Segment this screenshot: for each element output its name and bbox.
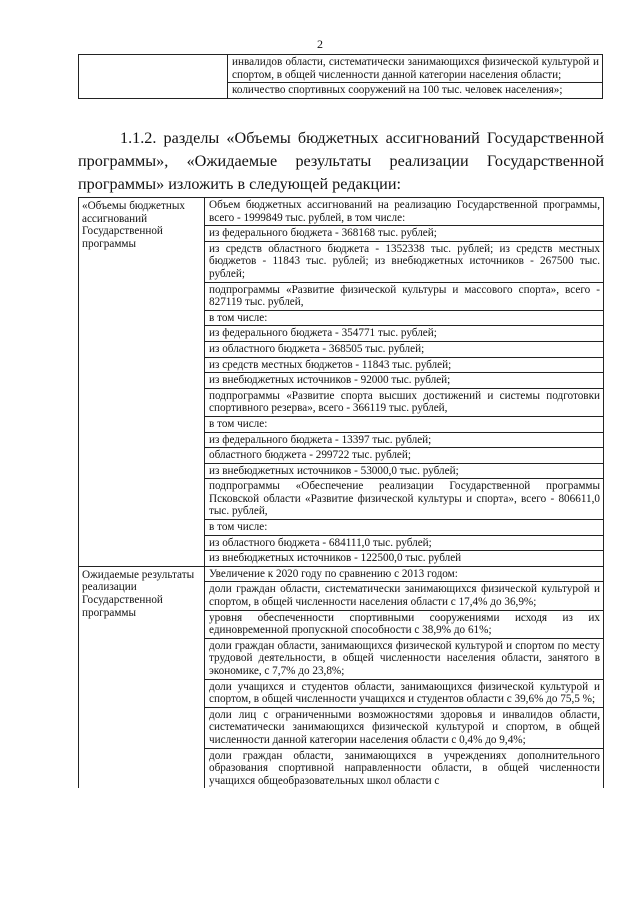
text-segment: в том числе: (205, 310, 603, 326)
intro-line-2: программы», «Ожидаемые результаты реализации Государственной (78, 152, 604, 170)
text-segment: областного бюджета - 299722 тыс. рублей; (205, 447, 603, 463)
text-segment: из федерального бюджета - 354771 тыс. рублей; (205, 325, 603, 341)
program-table (78, 197, 604, 788)
text-segment: доли учащихся и студентов области, занимающихся физической культурой и спортом, в общей численности учащихся и студентов области с 39,6% до 75,5 %; (205, 679, 603, 707)
text-segment: подпрограммы «Развитие физической культуры и массового спорта», всего - 827119 тыс. рублей, (205, 282, 603, 310)
text-segment: из внебюджетных источников - 53000,0 тыс. рублей; (205, 463, 603, 479)
continuation-table (78, 54, 603, 99)
intro-line-1: 1.1.2. разделы «Объемы бюджетных ассигнований Государственной (120, 129, 604, 147)
text-segment: в том числе: (205, 519, 603, 535)
text-segment: Увеличение к 2020 году по сравнению с 2013 годом: (209, 567, 458, 580)
text-segment: количество спортивных сооружений на 100 тыс. человек населения»; (228, 82, 602, 98)
page-number: 2 (317, 37, 323, 51)
text-segment: из средств местных бюджетов - 11843 тыс. рублей; (205, 357, 603, 373)
table-row (79, 198, 604, 567)
text-segment: подпрограммы «Развитие спорта высших достижений и системы подготовки спортивного резерва», всего - 366119 тыс. рублей, (205, 388, 603, 416)
text-segment: из федерального бюджета - 368168 тыс. рублей; (205, 225, 603, 241)
row-label: Ожидаемые результаты реализации Государственной программы (79, 566, 205, 788)
text-segment: доли граждан области, систематически занимающихся физической культурой и спортом, в общей численности населения области с 17,4% до 36,9%; (205, 581, 603, 609)
empty-cell (79, 55, 228, 99)
text-segment: из областного бюджета - 368505 тыс. рублей; (205, 341, 603, 357)
text-segment: из областного бюджета - 684111,0 тыс. рублей; (205, 535, 603, 551)
text-segment: из средств областного бюджета - 1352338 тыс. рублей; из средств местных бюджетов - 11843 тыс. рублей; из внебюджетных источников - 267500 тыс. рублей; (205, 241, 603, 282)
continuation-cell (228, 55, 603, 99)
row-label: «Объемы бюджетных ассигнований Государственной программы (79, 198, 205, 567)
intro-line-3: программы» изложить в следующей редакции: (78, 175, 401, 193)
text-segment: доли лиц с ограниченными возможностями здоровья и инвалидов области, систематически занимающихся физической культурой и спортом, в общей численности данной категории населения области с 0,4% до 9,4%; (205, 707, 603, 748)
text-segment: Объем бюджетных ассигнований на реализацию Государственной программы, всего - 1999849 тыс. рублей, в том числе: (209, 199, 600, 224)
text-segment: из внебюджетных источников - 122500,0 тыс. рублей (205, 550, 603, 566)
text-segment: из внебюджетных источников - 92000 тыс. рублей; (205, 372, 603, 388)
text-segment: доли граждан области, занимающихся физической культурой и спортом по месту трудовой деятельности, в общей численности населения области, занятого в экономике, с 7,7% до 23,8%; (205, 638, 603, 679)
text-segment: уровня обеспеченности спортивными сооружениями исходя из их единовременной пропускной способности с 38,9% до 61%; (205, 610, 603, 638)
row-content (205, 198, 604, 567)
text-segment: подпрограммы «Обеспечение реализации Государственной программы Псковской области «Развитие физической культуры и спорта», всего - 806611,0 тыс. рублей, (205, 478, 603, 519)
text-segment: доли граждан области, занимающихся в учреждениях дополнительного образования спортивной направленности области, в общей численности учащихся общеобразовательных школ области с (205, 748, 603, 789)
table-row (79, 566, 604, 788)
row-content (205, 566, 604, 788)
text-segment: в том числе: (205, 416, 603, 432)
text-segment: из федерального бюджета - 13397 тыс. рублей; (205, 432, 603, 448)
text-segment: инвалидов области, систематически занимающихся физической культурой и спортом, в общей численности данной категории населения области; (232, 56, 599, 81)
